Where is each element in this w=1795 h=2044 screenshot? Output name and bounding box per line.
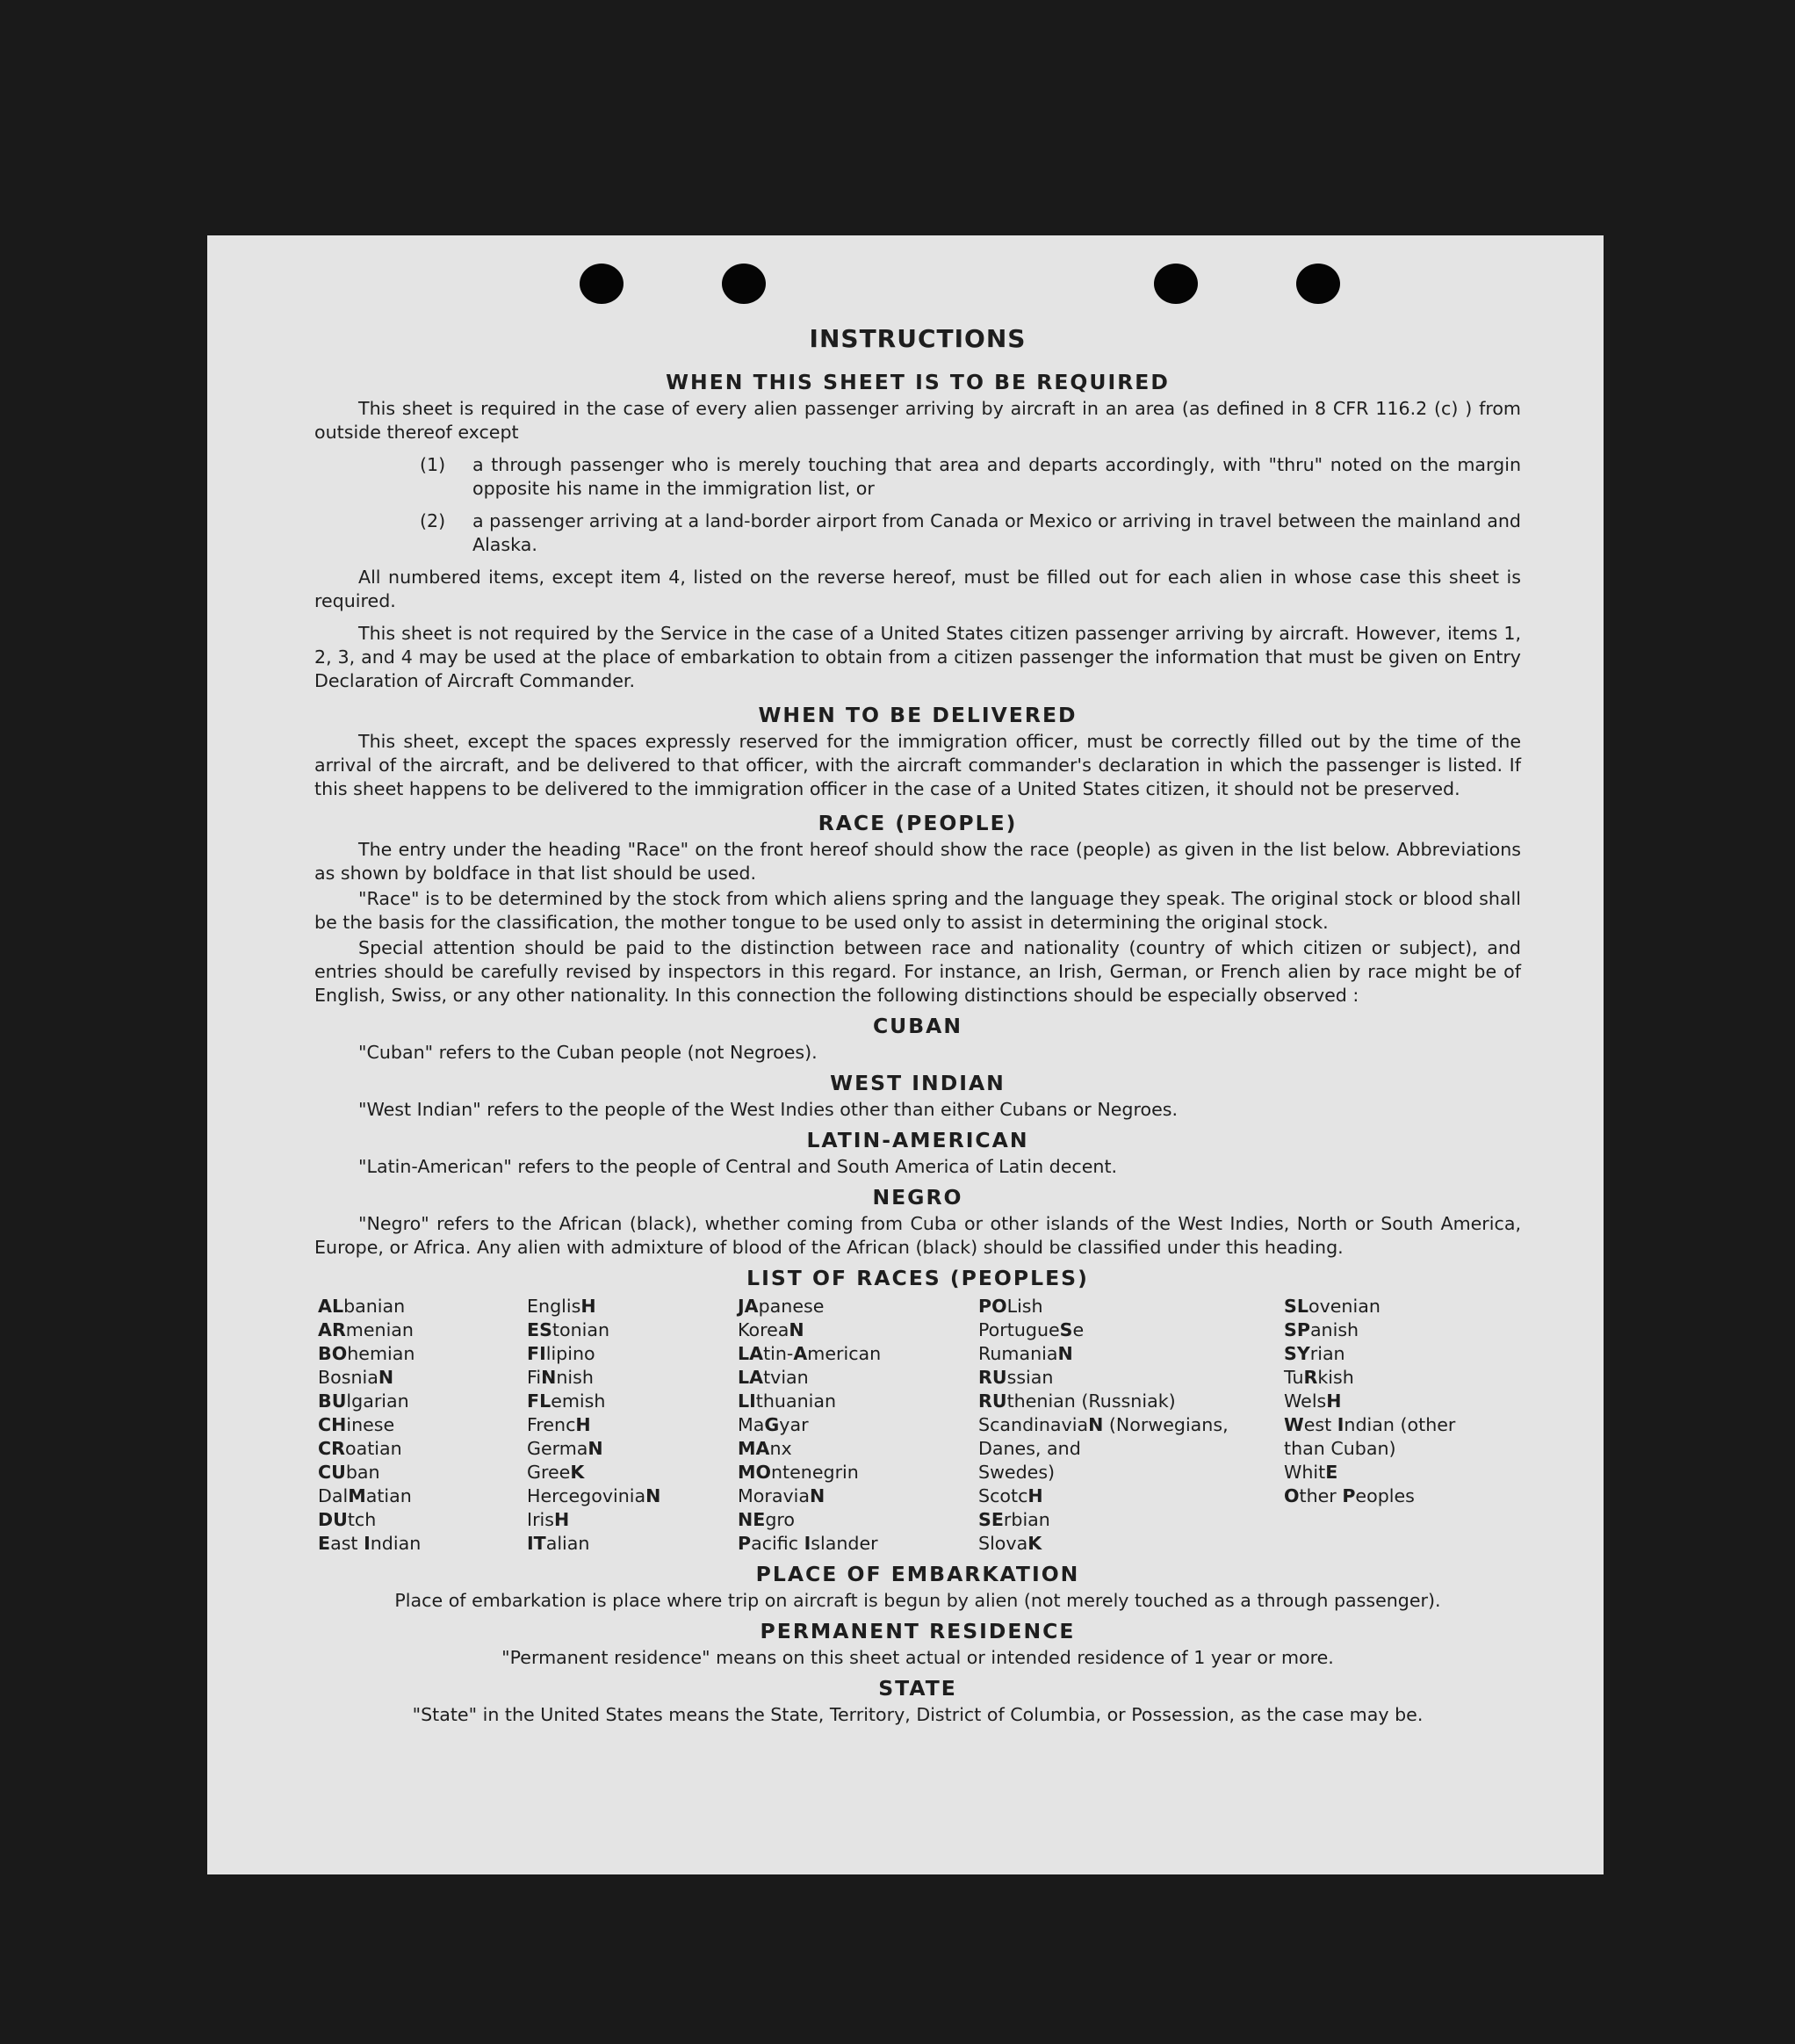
race-text: ovenian bbox=[1308, 1296, 1380, 1317]
race-entry bbox=[978, 1461, 1284, 1484]
race-text: acific bbox=[751, 1533, 804, 1554]
race-entry bbox=[978, 1508, 1284, 1532]
section-heading: NEGRO bbox=[872, 1185, 963, 1210]
section-heading: PLACE OF EMBARKATION bbox=[755, 1562, 1080, 1586]
race-abbrev: I bbox=[364, 1533, 371, 1554]
paragraph: This sheet is required in the case of every alien passenger arriving by aircraft in an area (as defined in 8 CFR 116.2 (c) ) from outside thereof except bbox=[314, 398, 1521, 443]
race-entry bbox=[527, 1484, 738, 1508]
race-text: ther bbox=[1299, 1485, 1343, 1506]
race-text: gro bbox=[765, 1509, 795, 1530]
race-abbrev: BO bbox=[318, 1343, 348, 1364]
race-text: rbian bbox=[1003, 1509, 1050, 1530]
race-entry bbox=[318, 1295, 527, 1318]
race-text: ban bbox=[345, 1462, 380, 1483]
race-text: Hercegovinia bbox=[527, 1485, 646, 1506]
paragraph: "Cuban" refers to the Cuban people (not Negroes). bbox=[358, 1042, 818, 1063]
race-abbrev: N bbox=[1057, 1343, 1073, 1364]
race-entry bbox=[738, 1295, 978, 1318]
races-column bbox=[978, 1295, 1284, 1556]
race-entry bbox=[1284, 1366, 1521, 1390]
race-text: Wels bbox=[1284, 1390, 1327, 1412]
race-entry bbox=[738, 1413, 978, 1437]
race-text: tch bbox=[347, 1509, 377, 1530]
section-heading: STATE bbox=[878, 1676, 957, 1701]
race-abbrev: N bbox=[645, 1485, 661, 1506]
section-heading: RACE (PEOPLE) bbox=[818, 811, 1018, 835]
race-entry bbox=[738, 1437, 978, 1461]
race-abbrev: MO bbox=[738, 1462, 771, 1483]
race-abbrev: DU bbox=[318, 1509, 348, 1530]
race-entry bbox=[738, 1342, 978, 1366]
race-abbrev: W bbox=[1284, 1414, 1304, 1435]
race-text: Portugue bbox=[978, 1319, 1060, 1340]
race-text: Lish bbox=[1006, 1296, 1043, 1317]
race-abbrev: ES bbox=[527, 1319, 552, 1340]
race-text: eoples bbox=[1355, 1485, 1415, 1506]
paragraph: "Latin-American" refers to the people of Central and South America of Latin decent. bbox=[358, 1156, 1118, 1177]
race-text: emish bbox=[551, 1390, 606, 1412]
race-abbrev: MA bbox=[738, 1438, 770, 1459]
race-entry bbox=[527, 1461, 738, 1484]
paragraph: All numbered items, except item 4, listed on the reverse hereof, must be filled out for each alien in whose case this sheet is required. bbox=[314, 567, 1521, 611]
race-abbrev: O bbox=[1284, 1485, 1300, 1506]
paragraph: "Permanent residence" means on this sheet actual or intended residence of 1 year or more. bbox=[501, 1647, 1334, 1668]
race-entry bbox=[318, 1413, 527, 1437]
race-entry bbox=[527, 1508, 738, 1532]
race-entry bbox=[527, 1295, 738, 1318]
race-text: Whit bbox=[1284, 1462, 1326, 1483]
race-text: ntenegrin bbox=[771, 1462, 859, 1483]
race-text: (Norwegians, bbox=[1103, 1414, 1229, 1435]
race-entry bbox=[527, 1437, 738, 1461]
race-abbrev: CU bbox=[318, 1462, 346, 1483]
race-text: thenian (Russniak) bbox=[1006, 1390, 1176, 1412]
race-entry bbox=[1284, 1318, 1521, 1342]
race-abbrev: SY bbox=[1284, 1343, 1310, 1364]
race-entry bbox=[1284, 1461, 1521, 1484]
race-text: Frenc bbox=[527, 1414, 576, 1435]
race-entry bbox=[738, 1318, 978, 1342]
paragraph: "Race" is to be determined by the stock from which aliens spring and the language they speak. The original stock or blood shall be the basis for the classification, the mother tongue to be used only to assist in determining the original stock. bbox=[314, 888, 1521, 933]
section-heading: WHEN THIS SHEET IS TO BE REQUIRED bbox=[666, 370, 1170, 394]
page-title: INSTRUCTIONS bbox=[809, 324, 1027, 353]
paragraph: "State" in the United States means the State, Territory, District of Columbia, or Possession, as the case may be. bbox=[412, 1704, 1424, 1725]
race-abbrev: RU bbox=[978, 1390, 1007, 1412]
race-abbrev: N bbox=[1088, 1414, 1104, 1435]
race-abbrev: R bbox=[1303, 1367, 1318, 1388]
race-entry bbox=[738, 1484, 978, 1508]
race-text: ndian bbox=[370, 1533, 422, 1554]
race-entry bbox=[527, 1413, 738, 1437]
races-column bbox=[738, 1295, 978, 1556]
race-text: Dal bbox=[318, 1485, 349, 1506]
paragraph: This sheet, except the spaces expressly reserved for the immigration officer, must be correctly filled out by the time of the arrival of the aircraft, and be delivered to that officer, with the aircraft commander's declaration in which the passenger is listed. If this sheet happens to be delivered to the immigration officer in the case of a United States citizen, it should not be preserved. bbox=[314, 731, 1521, 799]
race-text: tvian bbox=[763, 1367, 809, 1388]
race-text: Scandinavia bbox=[978, 1414, 1089, 1435]
race-entry bbox=[318, 1390, 527, 1413]
race-text: slander bbox=[811, 1533, 878, 1554]
race-abbrev: N bbox=[789, 1319, 804, 1340]
race-abbrev: AR bbox=[318, 1319, 346, 1340]
race-abbrev: LA bbox=[738, 1367, 764, 1388]
race-entry bbox=[978, 1532, 1284, 1556]
race-abbrev: M bbox=[348, 1485, 366, 1506]
race-text: Iris bbox=[527, 1509, 554, 1530]
race-text: than Cuban) bbox=[1284, 1438, 1396, 1459]
race-entry bbox=[318, 1437, 527, 1461]
race-abbrev: IT bbox=[527, 1533, 546, 1554]
race-abbrev: G bbox=[764, 1414, 780, 1435]
race-abbrev: I bbox=[804, 1533, 811, 1554]
race-entry bbox=[738, 1366, 978, 1390]
race-text: yar bbox=[779, 1414, 809, 1435]
race-entry bbox=[738, 1508, 978, 1532]
race-entry bbox=[978, 1318, 1284, 1342]
paragraph: Place of embarkation is place where trip on aircraft is begun by alien (not merely touched as a through passenger). bbox=[394, 1590, 1441, 1611]
race-entry bbox=[738, 1461, 978, 1484]
race-text: Englis bbox=[527, 1296, 581, 1317]
race-entry bbox=[527, 1390, 738, 1413]
race-abbrev: H bbox=[1326, 1390, 1342, 1412]
race-text: Fi bbox=[527, 1367, 542, 1388]
race-abbrev: RU bbox=[978, 1367, 1007, 1388]
section-heading: PERMANENT RESIDENCE bbox=[760, 1619, 1076, 1643]
race-text: tin- bbox=[763, 1343, 794, 1364]
item-number: (1) bbox=[420, 454, 446, 475]
paragraph: This sheet is not required by the Service in the case of a United States citizen passenger arriving by aircraft. However, items 1, 2, 3, and 4 may be used at the place of embarkation to obtain from a citizen passenger the information that must be given on Entry Declaration of Aircraft Commander. bbox=[314, 623, 1521, 691]
race-text: merican bbox=[807, 1343, 882, 1364]
item-text: a passenger arriving at a land-border airport from Canada or Mexico or arriving in travel between the mainland and Alaska. bbox=[472, 510, 1521, 555]
race-text: Germa bbox=[527, 1438, 588, 1459]
race-abbrev: N bbox=[541, 1367, 557, 1388]
race-entry bbox=[318, 1532, 527, 1556]
race-entry bbox=[1284, 1295, 1521, 1318]
race-entry bbox=[318, 1484, 527, 1508]
list-item bbox=[420, 453, 1521, 501]
race-abbrev: NE bbox=[738, 1509, 766, 1530]
race-abbrev: A bbox=[793, 1343, 808, 1364]
race-text: ast bbox=[330, 1533, 364, 1554]
race-text: nish bbox=[556, 1367, 594, 1388]
race-abbrev: N bbox=[378, 1367, 394, 1388]
race-text: panese bbox=[758, 1296, 825, 1317]
race-text: Bosnia bbox=[318, 1367, 378, 1388]
race-text: anish bbox=[1309, 1319, 1359, 1340]
races-list bbox=[318, 1295, 1521, 1556]
race-text: Swedes) bbox=[978, 1462, 1056, 1483]
race-abbrev: H bbox=[580, 1296, 596, 1317]
punch-hole bbox=[580, 264, 624, 304]
race-entry bbox=[318, 1366, 527, 1390]
race-abbrev: H bbox=[575, 1414, 591, 1435]
race-abbrev: K bbox=[570, 1462, 585, 1483]
race-text: e bbox=[1072, 1319, 1085, 1340]
punch-hole bbox=[722, 264, 766, 304]
race-entry bbox=[318, 1318, 527, 1342]
race-text: nx bbox=[769, 1438, 792, 1459]
race-abbrev: I bbox=[1337, 1414, 1344, 1435]
race-abbrev: CR bbox=[318, 1438, 345, 1459]
race-text: alian bbox=[545, 1533, 590, 1554]
race-text: Danes, and bbox=[978, 1438, 1081, 1459]
instructions-content bbox=[314, 325, 1521, 1730]
race-entry bbox=[318, 1508, 527, 1532]
race-text: ssian bbox=[1006, 1367, 1054, 1388]
item-text: a through passenger who is merely touching that area and departs accordingly, with "thru" noted on the margin opposite his name in the immigration list, or bbox=[472, 454, 1521, 499]
race-abbrev: E bbox=[318, 1533, 331, 1554]
race-text: lipino bbox=[545, 1343, 595, 1364]
race-text: Slova bbox=[978, 1533, 1028, 1554]
race-entry bbox=[527, 1532, 738, 1556]
race-text: est bbox=[1303, 1414, 1337, 1435]
race-text: inese bbox=[346, 1414, 395, 1435]
race-text: menian bbox=[345, 1319, 414, 1340]
race-entry bbox=[527, 1342, 738, 1366]
race-text: oatian bbox=[344, 1438, 402, 1459]
race-abbrev: BU bbox=[318, 1390, 347, 1412]
race-text: Moravia bbox=[738, 1485, 810, 1506]
race-entry bbox=[1284, 1390, 1521, 1413]
race-abbrev: K bbox=[1027, 1533, 1042, 1554]
race-abbrev: S bbox=[1059, 1319, 1073, 1340]
race-text: rian bbox=[1309, 1343, 1345, 1364]
race-abbrev: SE bbox=[978, 1509, 1004, 1530]
race-entry bbox=[978, 1366, 1284, 1390]
race-entry bbox=[978, 1437, 1284, 1461]
document-page bbox=[207, 235, 1604, 1874]
paragraph: "Negro" refers to the African (black), whether coming from Cuba or other islands of the West Indies, North or South America, Europe, or Africa. Any alien with admixture of blood of the African (black) should be classified under this heading. bbox=[314, 1213, 1521, 1258]
paragraph: Special attention should be paid to the distinction between race and nationality (country of which citizen or subject), and entries should be carefully revised by inspectors in this regard. For instance, an Irish, German, or French alien by race might be of English, Swiss, or any other nationality. In this connection the following distinctions should be especially observed : bbox=[314, 937, 1521, 1006]
section-heading: WHEN TO BE DELIVERED bbox=[758, 703, 1078, 727]
race-entry bbox=[978, 1295, 1284, 1318]
race-text: Rumania bbox=[978, 1343, 1058, 1364]
race-entry bbox=[978, 1342, 1284, 1366]
race-abbrev: CH bbox=[318, 1414, 347, 1435]
race-text: kish bbox=[1317, 1367, 1354, 1388]
race-abbrev: P bbox=[738, 1533, 752, 1554]
race-entry bbox=[318, 1461, 527, 1484]
race-text: Korea bbox=[738, 1319, 789, 1340]
race-abbrev: LI bbox=[738, 1390, 756, 1412]
race-text: Scotc bbox=[978, 1485, 1028, 1506]
races-column bbox=[527, 1295, 738, 1556]
race-entry bbox=[978, 1484, 1284, 1508]
paragraph: The entry under the heading "Race" on the front hereof should show the race (people) as given in the list below. Abbreviations as shown by boldface in that list should be used. bbox=[314, 839, 1521, 884]
race-abbrev: E bbox=[1325, 1462, 1338, 1483]
race-abbrev: H bbox=[1027, 1485, 1043, 1506]
race-entry bbox=[1284, 1413, 1521, 1437]
race-text: tonian bbox=[551, 1319, 610, 1340]
race-entry bbox=[738, 1532, 978, 1556]
race-text: Gree bbox=[527, 1462, 571, 1483]
race-entry bbox=[527, 1366, 738, 1390]
race-abbrev: FL bbox=[527, 1390, 551, 1412]
item-number: (2) bbox=[420, 510, 446, 531]
list-item bbox=[420, 509, 1521, 557]
section-heading: CUBAN bbox=[872, 1014, 963, 1038]
race-text: atian bbox=[365, 1485, 412, 1506]
races-column bbox=[1284, 1295, 1521, 1556]
race-abbrev: AL bbox=[318, 1296, 344, 1317]
race-entry bbox=[527, 1318, 738, 1342]
race-abbrev: N bbox=[809, 1485, 825, 1506]
races-column bbox=[318, 1295, 527, 1556]
section-heading: LATIN-AMERICAN bbox=[806, 1128, 1029, 1152]
race-entry bbox=[1284, 1484, 1521, 1508]
section-heading: LIST OF RACES (PEOPLES) bbox=[746, 1266, 1089, 1290]
race-text: ndian (other bbox=[1344, 1414, 1456, 1435]
race-abbrev: SL bbox=[1284, 1296, 1308, 1317]
punch-hole bbox=[1154, 264, 1198, 304]
race-abbrev: SP bbox=[1284, 1319, 1310, 1340]
paragraph: "West Indian" refers to the people of the West Indies other than either Cubans or Negroes. bbox=[358, 1099, 1179, 1120]
race-text: Tu bbox=[1284, 1367, 1304, 1388]
race-abbrev: P bbox=[1342, 1485, 1356, 1506]
section-heading: WEST INDIAN bbox=[830, 1071, 1006, 1095]
race-abbrev: LA bbox=[738, 1343, 764, 1364]
race-text: banian bbox=[343, 1296, 406, 1317]
race-entry bbox=[978, 1390, 1284, 1413]
race-text: lgarian bbox=[346, 1390, 409, 1412]
punch-hole bbox=[1296, 264, 1340, 304]
race-entry bbox=[1284, 1437, 1521, 1461]
race-text: thuanian bbox=[755, 1390, 837, 1412]
race-abbrev: N bbox=[588, 1438, 603, 1459]
race-abbrev: JA bbox=[738, 1296, 759, 1317]
race-abbrev: PO bbox=[978, 1296, 1007, 1317]
race-entry bbox=[738, 1390, 978, 1413]
race-entry bbox=[318, 1342, 527, 1366]
race-abbrev: FI bbox=[527, 1343, 546, 1364]
race-entry bbox=[1284, 1342, 1521, 1366]
race-abbrev: H bbox=[554, 1509, 570, 1530]
race-text: hemian bbox=[347, 1343, 415, 1364]
race-text: Ma bbox=[738, 1414, 765, 1435]
race-entry bbox=[978, 1413, 1284, 1437]
